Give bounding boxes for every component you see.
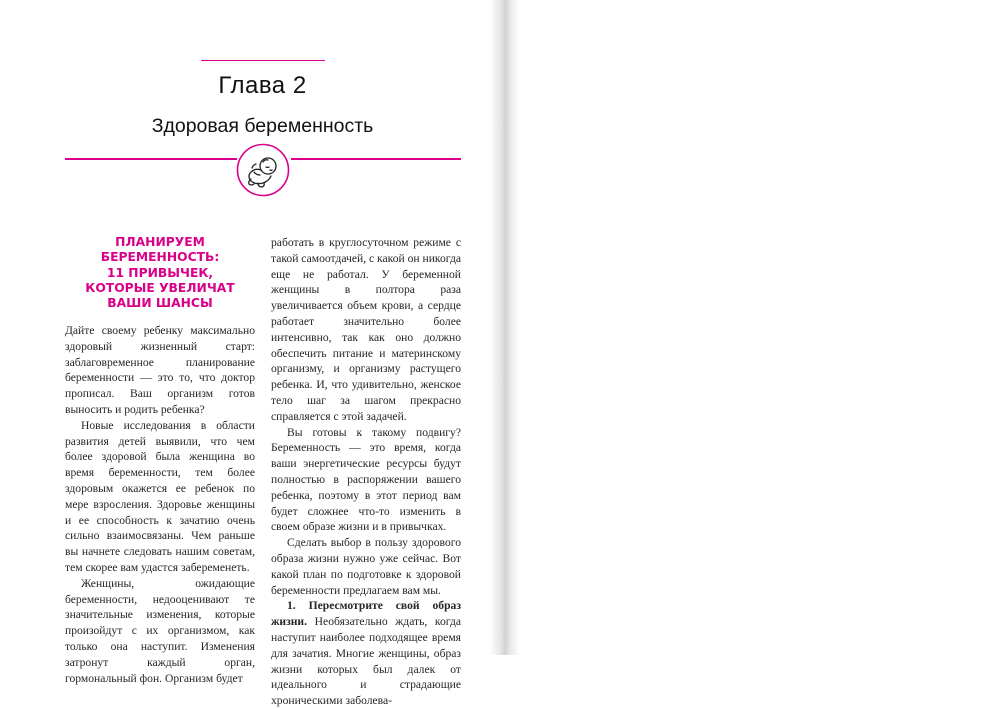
list-item-paragraph: [271, 598, 461, 709]
body-paragraph: Сделать выбор в пользу здорового образа жизни нужно уже сейчас. Вот какой план по подготовке к здоровой беременности предлагаем вам мы.: [271, 536, 461, 597]
left-page: [0, 0, 500, 708]
body-paragraph: Дайте своему ребенку максимально здоровый жизненный старт: заблаговременное планирование беременности — это то, что доктор прописал. Ваш организм готов выносить и родить ребенка?: [65, 324, 255, 416]
left-text-column: [65, 323, 255, 686]
right-page-blank: [500, 0, 1000, 655]
top-decorative-rule: [201, 60, 325, 61]
chapter-title: Здоровая беременность: [151, 115, 374, 137]
body-paragraph: Новые исследования в области развития детей выявили, что чем более здоровой была женщина во время беременности, тем более здоровым окажется ее ребенок по мере взросления. Здоровье женщины и ее способность к зачатию очень сильно взаимосвязаны. Чем раньше вы начнете следовать нашим советам, тем скорее вам удастся забеременеть.: [65, 418, 255, 574]
section-heading-line: БЕРЕМЕННОСТЬ:: [100, 250, 220, 265]
list-item-title: 1. Пересмотрите свой образ жизни.: [271, 599, 461, 629]
right-text-column: [271, 235, 461, 709]
section-heading-line: 11 ПРИВЫЧЕК,: [106, 265, 214, 280]
title-rule-right: [291, 158, 461, 160]
chapter-label: Глава 2: [218, 72, 307, 99]
body-paragraph: Вы готовы к такому подвигу? Беременность — это время, когда ваши энергетические ресурсы будут полностью в распоряжении вашего ребенка, поэтому в этот период вам будет сложнее что-то изменить в своем образе жизни и в привычках.: [271, 425, 461, 534]
sleeping-baby-icon: [236, 143, 290, 197]
section-heading: [65, 235, 255, 311]
title-rule-left: [65, 158, 237, 160]
section-heading-line: ПЛАНИРУЕМ: [115, 235, 205, 249]
body-paragraph: работать в круглосуточном режиме с такой самоотдачей, с какой он никогда еще не работал. У беременной женщины в полтора раза увеличивается объем крови, а сердце работает значительно более интенсивно, так как оно должно обеспечить питание и материнскому организму, и организму растущего ребенка. И, что удивительно, женское тело шаг за шагом прекрасно справляется с этой задачей.: [271, 236, 461, 423]
body-paragraph: Женщины, ожидающие беременности, недооценивают те значительные изменения, которые произойдут с их организмом, как только она наступит. Изменения затронут каждый орган, гормональный фон. Организм будет: [65, 576, 255, 685]
section-heading-line: ВАШИ ШАНСЫ: [107, 296, 213, 311]
page-gutter-shadow: [490, 0, 520, 655]
list-item-text: Необязательно ждать, когда наступит наиболее подходящее время для зачатия. Многие женщины, образ жизни которых был далек от идеального и страдающие хроническими заболева-: [271, 615, 461, 708]
section-heading-line: КОТОРЫЕ УВЕЛИЧАТ: [85, 280, 235, 295]
